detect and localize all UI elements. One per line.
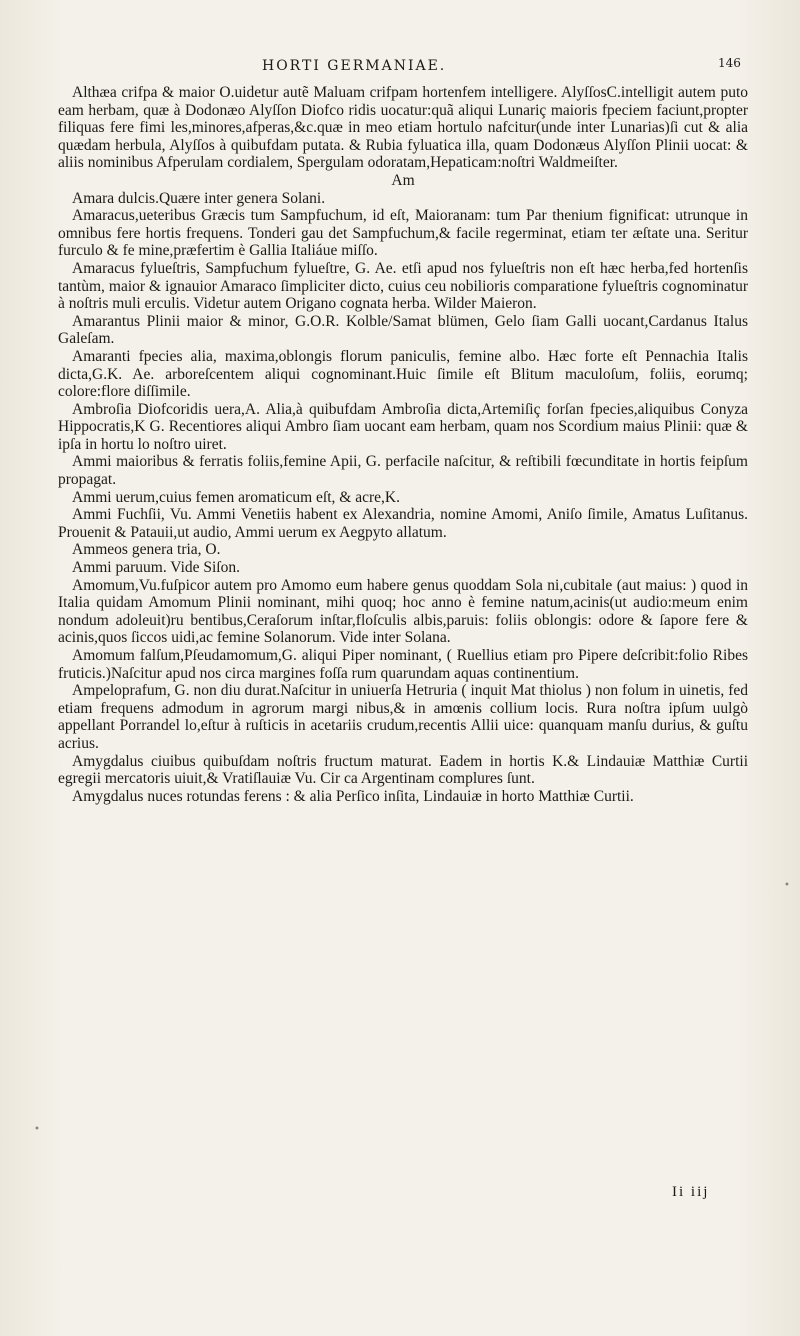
entry-ammi-maioribus: Ammi maioribus & ferratis foliis,femine Apii, G. perfacile naſcitur, & reſtibili fœcunditate in hortis feipſum propagat. <box>58 453 748 489</box>
page-header <box>0 58 800 82</box>
entry-amaracus-sylvestris: Amaracus fylueſtris, Sampfuchum fylueſtre, G. Ae. etſi apud nos fylueſtris non eſt hæc herba,fed hortenſis tantùm, maior & ignauior Amaraco ſimpliciter dicto, cuius ceu nobilioris comparatione fylueſtris cognominatur à noſtris muli erculis. Videtur autem Origano cognata herba. Wilder Maieron. <box>58 259 748 313</box>
margin-dot: • <box>34 1124 40 1135</box>
margin-dot: • <box>784 880 790 891</box>
signature-mark: Ii iij <box>672 1184 710 1200</box>
entry-amarantus: Amarantus Plinii maior & minor, G.O.R. Kolble/Samat blümen, Gelo ſiam Galli uocant,Cardanus Italus Galeſam. <box>58 312 748 348</box>
entry-ammeos: Ammeos genera tria, O. <box>72 541 221 559</box>
entry-amaranti-species: Amaranti fpecies alia, maxima,oblongis florum paniculis, femine albo. Hæc forte eſt Pennachia Italis dicta,G.K. Ae. arboreſcentem aliqui cognominant.Huic ſimile eſt Blitum maculoſum, foliis, eorumq; colore:flore diſſimile. <box>58 347 748 401</box>
entry-amygdalus: Amygdalus ciuibus quibuſdam noſtris fructum maturat. Eadem in hortis K.& Lindauiæ Matthiæ Curtii egregii mercatoris uiuit,& Vratiſlauiæ Vu. Cir ca Argentinam complures ſunt. <box>58 752 748 788</box>
entry-althaea: Althæa crifpa & maior O.uidetur autẽ Maluam crifpam hortenfem intelligere. AlyſſosC.intelligit autem puto eam herbam, quæ à Dodonæo Alyſſon Diofco ridis uocatur:quã aliqui Lunariç maioris fpeciem faciunt,propter filiquas fere fimi les,minores,afperas,&c.quæ in meo etiam hortulo nafcitur(unde inter Lunarias)ſi cut & alia quædam herbula, Alyſſos à quibufdam putata. & Rubia fyluatica illa, quam Dodonæus Alyſſon Plinii uocat: & aliis nominibus Afperulam cordialem, Spergulam odoratam,Hepaticam:noſtri Waldmeiſter. <box>58 84 748 172</box>
section-heading: Am <box>391 171 415 189</box>
entry-amygdalus-nuces: Amygdalus nuces rotundas ferens : & alia Perſico inſita, Lindauiæ in horto Matthiæ Curtii. <box>72 787 634 805</box>
entry-ammi-uerum: Ammi uerum,cuius femen aromaticum eſt, & acre,K. <box>72 488 400 506</box>
main-text <box>58 84 748 805</box>
entry-amara-dulcis: Amara dulcis.Quære inter genera Solani. <box>72 189 326 207</box>
entry-amomum-falsum: Amomum falſum,Pſeudamomum,G. aliqui Piper nominant, ( Ruellius etiam pro Pipere deſcribit:folio Ribes fruticis.)Naſcitur apud nos circa margines foſſa rum quarundam aquas continentium. <box>58 647 748 682</box>
running-title: HORTI GERMANIAE. <box>262 58 447 74</box>
entry-ammi-paruum: Ammi paruum. Vide Siſon. <box>72 559 240 577</box>
entry-ambrosia: Ambroſia Diofcoridis uera,A. Alia,à quibufdam Ambroſia dicta,Artemiſiç forſan fpecies,aliquibus Conyza Hippocratis,K G. Recentiores aliqui Ambro ſiam uocant eam herbam, quam nos Scordium maius Plinii: quæ & ipſa in hortu lo noſtro uiret. <box>58 400 748 453</box>
entry-amaracus: Amaracus,ueteribus Græcis tum Sampfuchum, id eſt, Maioranam: tum Par thenium fignificat: utrunque in omnibus fere hortis frequens. Tonderi gau det Sampfuchum,& facile regerminat, etiam ter æſtate una. Seritur furculo & fe mine,præfertim è Gallia Italiáue miſſo. <box>58 207 748 260</box>
page-number: 146 <box>718 56 741 70</box>
entry-amomum: Amomum,Vu.fuſpicor autem pro Amomo eum habere genus quoddam Sola ni,cubitale (aut maius: ) quod in Italia quidam Amomum Plinii nominant, mihi quoq; hoc anno è femine natum,acinis(ut audio:meum enim nondum adoleuit)ru bentibus,Ceraſorum inſtar,floſculis albis,paruis: foliis oblongis: odore & ſapore fere & acinis,quos ſiccos uidi,ac femine Solanorum. Vide inter Solana. <box>58 576 748 647</box>
entry-ampeloprasum: Ampeloprafum, G. non diu durat.Naſcitur in uniuerſa Hetruria ( inquit Mat thiolus ) non folum in uinetis, fed etiam frequens admodum in agrorum margi nibus,& in amœnis collium locis. Rura noſtra ipſum uulgò appellant Porrandel lo,eſtur à ruſticis in acetariis crudum,recentis Allii uice: quanquam manſu durius, & guſtu acrius. <box>58 682 748 752</box>
entry-ammi-fuchsii: Ammi Fuchſii, Vu. Ammi Venetiis habent ex Alexandria, nomine Amomi, Aniſo ſimile, Amatus Luſitanus. Prouenit & Patauii,ut audio, Ammi uerum ex Aegpyto allatum. <box>58 506 748 541</box>
